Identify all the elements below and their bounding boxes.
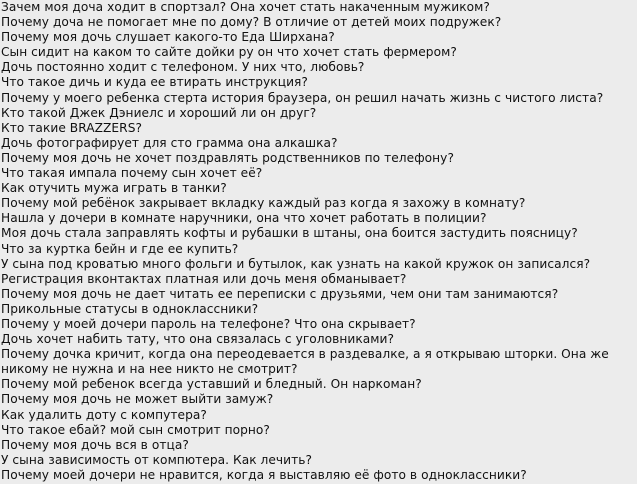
list-item: У сына зависимость от компютера. Как лечить? [1, 452, 313, 467]
list-item: Прикольные статусы в одноклассники? [1, 301, 259, 316]
list-item: Дочь фотографирует для сто грамма она алкашка? [1, 135, 338, 150]
list-item: Почему моя дочь слушает какого-то Еда Ширхана? [1, 30, 335, 45]
list-item: Почему мой ребенок всегда уставший и бледный. Он наркоман? [1, 377, 422, 392]
list-item: Зачем моя доча ходит в спортзал? Она хочет стать накаченным мужиком? [1, 0, 490, 14]
list-item: Почему моя дочь не может выйти замуж? [1, 392, 274, 407]
list-item: Дочь хочет набить тату, что она связалась с уголовниками? [1, 332, 395, 347]
list-item: Почему у моей дочери пароль на телефоне? Что она скрывает? [1, 316, 416, 331]
list-item: Кто такой Джек Дэниелс и хороший ли он друг? [1, 105, 317, 120]
list-item: Почему моя дочь не хочет поздравлять родственников по телефону? [1, 150, 454, 165]
list-item: Что за куртка бейн и где ее купить? [1, 241, 239, 256]
list-item: Что такое дичь и куда ее втирать инструкция? [1, 75, 308, 90]
list-item: Сын сидит на каком то сайте дойки ру он что хочет стать фермером? [1, 45, 457, 60]
list-item: Что такая импала почему сын хочет её? [1, 166, 263, 181]
list-item: Почему доча не помогает мне по дому? В отличие от детей моих подружек? [1, 15, 502, 30]
list-item: У сына под кроватью много фольги и бутылок, как узнать на какой кружок он записался? [1, 256, 591, 271]
list-item: Почему моя дочь вся в отца? [1, 437, 189, 452]
list-item: Кто такие BRAZZERS? [1, 120, 142, 135]
list-item: Как отучить мужа играть в танки? [1, 181, 227, 196]
list-item: Почему у моего ребенка стерта история браузера, он решил начать жизнь с чистого листа? [1, 90, 604, 105]
list-item: Что такое ебай? мой сын смотрит порно? [1, 422, 270, 437]
list-item: Почему мой ребёнок закрывает вкладку каждый раз когда я захожу в комнату? [1, 196, 526, 211]
list-item: Нашла у дочери в комнате наручники, она что хочет работать в полиции? [1, 211, 487, 226]
list-item: Регистрация вконтактах платная или дочь меня обманывает? [1, 271, 407, 286]
list-item: Дочь постоянно ходит с телефоном. У них что, любовь? [1, 60, 365, 75]
list-item: Как удалить доту с компутера? [1, 407, 207, 422]
list-item: Моя дочь стала заправлять кофты и рубашки в штаны, она боится застудить поясницу? [1, 226, 578, 241]
list-item: Почему дочка кричит, когда она переодевается в раздевалке, а я открываю шторки. Она же никому не нужна и на нее никто не смотрит? [1, 347, 609, 377]
list-item: Почему моей дочери не нравится, когда я выставляю её фото в одноклассники? [1, 467, 527, 482]
list-item: Почему моя дочь не дает читать ее переписки с друзьями, чем они там занимаются? [1, 286, 559, 301]
